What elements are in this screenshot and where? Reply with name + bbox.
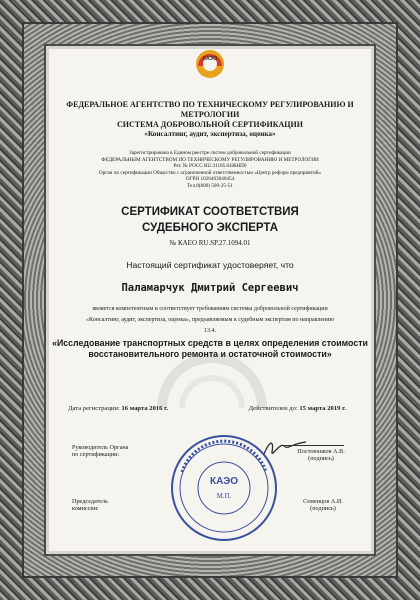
description-line: 13.4.	[204, 328, 216, 334]
head-name-block	[286, 448, 356, 463]
system-title: СИСТЕМА ДОБРОВОЛЬНОЙ СЕРТИФИКАЦИИ	[117, 120, 303, 129]
valid-until-label: Действителен до:	[248, 405, 298, 412]
signature-line	[284, 445, 344, 446]
certificate-number: № КАЕО RU.SP.27.1094.01	[169, 239, 251, 247]
agency-title: ФЕДЕРАЛЬНОЕ АГЕНТСТВО ПО ТЕХНИЧЕСКОМУ РЕГУЛИРОВАНИЮ И МЕТРОЛОГИИ	[66, 100, 354, 119]
registration-line: ОГРН 1026403040454	[185, 176, 235, 183]
chair-label-line: Председатель	[72, 498, 108, 505]
valid-until-value: 15 марта 2019 г.	[299, 405, 346, 412]
chair-name-block	[288, 498, 358, 513]
head-label-line: Руководитель Органа	[72, 444, 129, 451]
svg-text:КАЭО: КАЭО	[210, 476, 238, 487]
description-line: «Консалтинг, аудит, экспертиза, оценка», предъявляемым к судебным экспертам по направлению	[86, 317, 334, 323]
certificate-title-line1: СЕРТИФИКАТ СООТВЕТСТВИЯ	[121, 206, 299, 218]
registration-block	[48, 150, 372, 190]
svg-text:М.П.: М.П.	[216, 492, 232, 500]
system-subtitle: «Консалтинг, аудит, экспертиза, оценка»	[144, 130, 276, 138]
certificate-title-line2: СУДЕБНОГО ЭКСПЕРТА	[141, 222, 279, 234]
registration-line: Тел.8(800) 500-25-51	[187, 182, 233, 189]
registration-line: Орган по сертификации Общество с ограниченной ответственностью «Центр реформ предприятий»	[98, 169, 322, 176]
registration-line: Рег. № РОСС RU.З1185.04ЖНП0	[173, 163, 247, 170]
certificate-content	[48, 48, 372, 552]
valid-until-date	[249, 405, 346, 412]
signature-caption: (подпись)	[310, 505, 336, 513]
chair-label	[72, 498, 142, 513]
holder-name: Паламарчук Дмитрий Сергеевич	[121, 282, 299, 294]
registration-date	[68, 405, 168, 412]
description-line: является компетентным и соответствует требованиям системы добровольной сертификации	[92, 306, 328, 312]
chair-name: Семенцов А.И.	[303, 498, 343, 505]
competence-description	[52, 304, 368, 337]
official-seal-icon	[168, 432, 280, 544]
chair-label-line: комиссии:	[72, 505, 99, 513]
head-label	[72, 444, 142, 459]
head-name: Постоюшков А.В.	[297, 448, 345, 455]
certificate-intro: Настоящий сертификат удостоверяет, что	[126, 260, 294, 270]
svg-text:КАЭО: КАЭО	[203, 56, 217, 62]
kaeo-logo-icon	[194, 48, 226, 80]
registration-date-value: 16 марта 2016 г.	[121, 405, 169, 412]
registration-line: Зарегистрирована в Едином реестре систем добровольной сертификации	[129, 150, 291, 156]
registration-date-label: Дата регистрации:	[68, 405, 120, 412]
registration-line: ФЕДЕРАЛЬНЫМ АГЕНТСТВОМ ПО ТЕХНИЧЕСКОМУ РЕГУЛИРОВАНИЮ И МЕТРОЛОГИИ	[101, 156, 319, 163]
signature-caption: (подпись)	[308, 455, 334, 463]
head-label-line: по сертификации:	[72, 451, 120, 459]
specialization-topic: «Исследование транспортных средств в целях определения стоимости восстановительного ремонта и остаточной стоимости»	[52, 338, 368, 359]
